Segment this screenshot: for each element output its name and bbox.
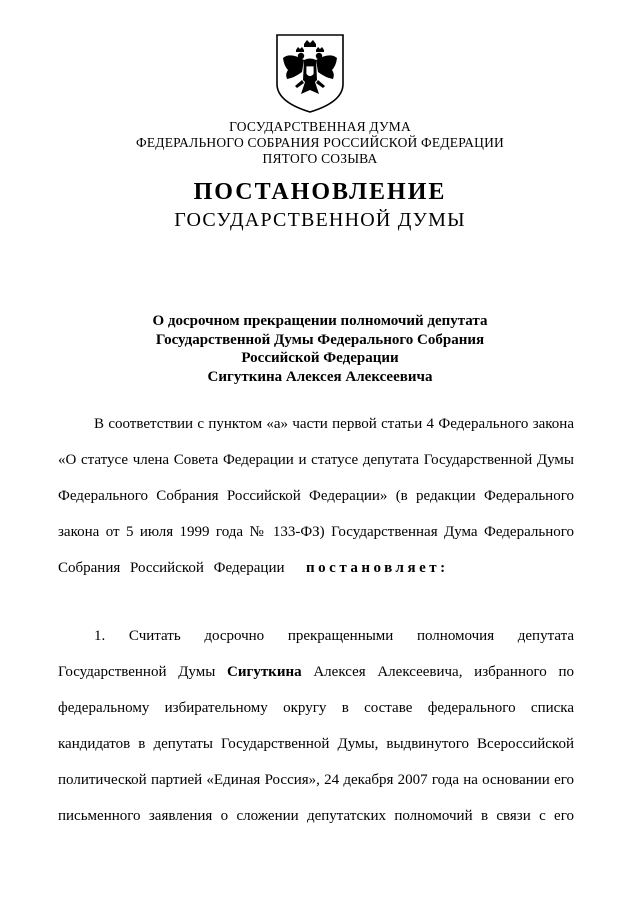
preamble-line-2: «О статусе члена Совета Федерации и статусе депутата Государственной Думы — [58, 452, 574, 468]
preamble-line-5-text: Собрания Российской Федерации — [58, 560, 285, 576]
issuer-line-2: ФЕДЕРАЛЬНОГО СОБРАНИЯ РОССИЙСКОЙ ФЕДЕРАЦИИ — [136, 135, 504, 150]
item1-line-2-b: Алексея Алексеевича, избранного по — [313, 664, 574, 680]
decree-word: постановляет: — [306, 560, 449, 576]
document-subtitle: ГОСУДАРСТВЕННОЙ ДУМЫ — [174, 209, 466, 231]
subject-line-3: Российской Федерации — [241, 350, 399, 366]
item1-line-4: кандидатов в депутаты Государственной Думы, выдвинутого Всероссийской — [58, 736, 574, 752]
subject-line-4: Сигуткина Алексея Алексеевича — [207, 368, 433, 385]
document-title: ПОСТАНОВЛЕНИЕ — [193, 179, 447, 205]
issuer-line-1: ГОСУДАРСТВЕННАЯ ДУМА — [229, 119, 411, 134]
deputy-surname: Сигуткина — [227, 664, 302, 680]
preamble-line-5 — [58, 558, 574, 578]
preamble-line-4: закона от 5 июля 1999 года № 133-ФЗ) Государственная Дума Федерального — [58, 524, 574, 540]
item1-line-6: письменного заявления о сложении депутатских полномочий в связи с его — [58, 808, 574, 824]
resolution-subject — [0, 312, 640, 386]
preamble-line-1: В соответствии с пунктом «а» части первой статьи 4 Федерального закона — [94, 416, 574, 432]
subject-line-2: Государственной Думы Федерального Собрания — [155, 331, 485, 348]
preamble-line-3: Федерального Собрания Российской Федерации» (в редакции Федерального — [58, 488, 574, 504]
subject-line-1: О досрочном прекращении полномочий депутата — [152, 313, 488, 329]
issuer-header — [0, 119, 640, 167]
coat-of-arms-emblem — [274, 32, 346, 114]
item1-line-1: 1. Считать досрочно прекращенными полномочия депутата — [94, 628, 574, 644]
issuer-line-3: ПЯТОГО СОЗЫВА — [262, 151, 378, 166]
item1-line-5: политической партией «Единая Россия», 24 декабря 2007 года на основании его — [58, 772, 574, 788]
item1-line-2 — [58, 662, 574, 682]
item1-line-2-a: Государственной Думы — [58, 664, 216, 680]
item1-line-3: федеральному избирательному округу в составе федерального списка — [58, 700, 574, 716]
